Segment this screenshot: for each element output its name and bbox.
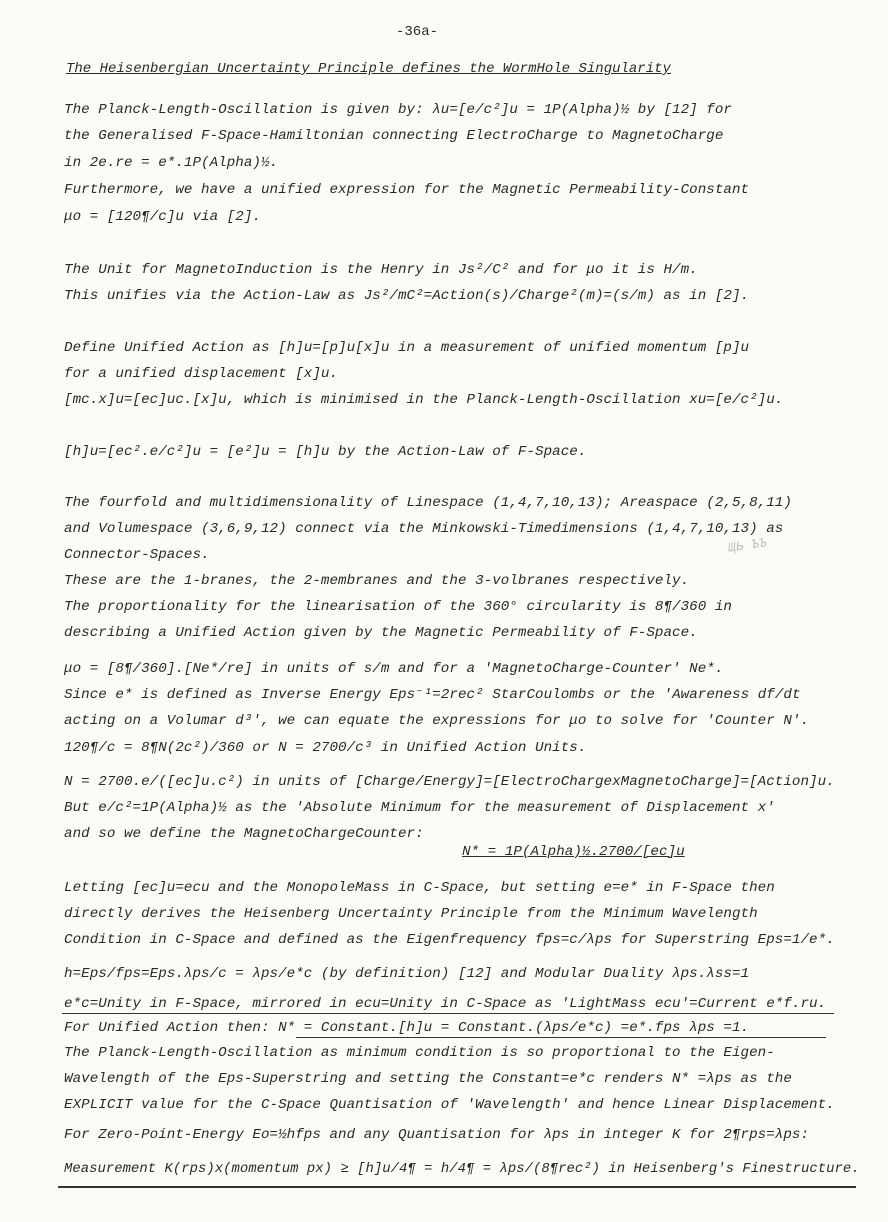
text-line: Define Unified Action as [h]u=[p]u[x]u in a measurement of unified momentum [p]u bbox=[64, 340, 750, 356]
underline-rule bbox=[296, 1037, 826, 1038]
bottom-rule bbox=[58, 1186, 856, 1188]
faint-handwritten-mark: ЩЬ ЪЪ bbox=[727, 535, 768, 556]
text-line: Measurement K(rps)x(momentum px) ≥ [h]u/4¶ = h/4¶ = λps/(8¶rec²) in Heisenberg's Finestructure. bbox=[64, 1161, 860, 1177]
text-line: But e/c²=1P(Alpha)½ as the 'Absolute Minimum for the measurement of Displacement x' bbox=[64, 800, 775, 816]
text-line: Condition in C-Space and defined as the Eigenfrequency fps=c/λps for Superstring Eps=1/e*. bbox=[64, 932, 835, 948]
text-line: in 2e.re = e*.1P(Alpha)½. bbox=[64, 155, 279, 171]
page-number: -36a- bbox=[396, 24, 439, 40]
text-line: EXPLICIT value for the C-Space Quantisation of 'Wavelength' and hence Linear Displacement. bbox=[64, 1097, 835, 1113]
text-line: The fourfold and multidimensionality of Linespace (1,4,7,10,13); Areaspace (2,5,8,11) bbox=[64, 495, 792, 511]
text-line: and Volumespace (3,6,9,12) connect via the Minkowski-Timedimensions (1,4,7,10,13) as bbox=[64, 521, 784, 537]
text-line: These are the 1-branes, the 2-membranes and the 3-volbranes respectively. bbox=[64, 573, 690, 589]
text-line: For Zero-Point-Energy Eo=½hfps and any Quantisation for λps in integer K for 2¶rps=λps: bbox=[64, 1127, 810, 1143]
text-line: Connector-Spaces. bbox=[64, 547, 210, 563]
text-line: describing a Unified Action given by the Magnetic Permeability of F-Space. bbox=[64, 625, 698, 641]
text-line: directly derives the Heisenberg Uncertainty Principle from the Minimum Wavelength bbox=[64, 906, 758, 922]
text-line: Letting [ec]u=ecu and the MonopoleMass in C-Space, but setting e=e* in F-Space then bbox=[64, 880, 775, 896]
text-line: the Generalised F-Space-Hamiltonian connecting ElectroCharge to MagnetoCharge bbox=[64, 128, 724, 144]
text-line: The Planck-Length-Oscillation as minimum condition is so proportional to the Eigen- bbox=[64, 1045, 775, 1061]
text-line: Furthermore, we have a unified expression for the Magnetic Permeability-Constant bbox=[64, 182, 750, 198]
text-line: N = 2700.e/([ec]u.c²) in units of [Charge/Energy]=[ElectroChargexMagnetoCharge]=[Action]u. bbox=[64, 774, 835, 790]
text-line: The Unit for MagnetoInduction is the Henry in Js²/C² and for μo it is H/m. bbox=[64, 262, 698, 278]
text-line: The Planck-Length-Oscillation is given by: λu=[e/c²]u = 1P(Alpha)½ by [12] for bbox=[64, 102, 732, 118]
underline-rule bbox=[62, 1013, 834, 1014]
text-line: μo = [8¶/360].[Ne*/re] in units of s/m and for a 'MagnetoCharge-Counter' Ne*. bbox=[64, 661, 724, 677]
page-title: The Heisenbergian Uncertainty Principle defines the WormHole Singularity bbox=[66, 61, 671, 77]
text-line: N* = 1P(Alpha)½.2700/[ec]u bbox=[462, 844, 685, 860]
text-line: For Unified Action then: N* = Constant.[h]u = Constant.(λps/e*c) =e*.fps λps =1. bbox=[64, 1020, 750, 1036]
text-line: This unifies via the Action-Law as Js²/mC²=Action(s)/Charge²(m)=(s/m) as in [2]. bbox=[64, 288, 750, 304]
text-line: The proportionality for the linearisation of the 360° circularity is 8¶/360 in bbox=[64, 599, 732, 615]
text-line: e*c=Unity in F-Space, mirrored in ecu=Unity in C-Space as 'LightMass ecu'=Current e*f.ru. bbox=[64, 996, 827, 1012]
text-line: and so we define the MagnetoChargeCounter: bbox=[64, 826, 424, 842]
text-line: h=Eps/fps=Eps.λps/c = λps/e*c (by definition) [12] and Modular Duality λps.λss=1 bbox=[64, 966, 750, 982]
text-line: [h]u=[ec².e/c²]u = [e²]u = [h]u by the Action-Law of F-Space. bbox=[64, 444, 587, 460]
text-line: Since e* is defined as Inverse Energy Eps⁻¹=2rec² StarCoulombs or the 'Awareness df/dt bbox=[64, 687, 801, 703]
text-line: for a unified displacement [x]u. bbox=[64, 366, 339, 382]
text-line: μo = [120¶/c]u via [2]. bbox=[64, 209, 261, 225]
text-line: 120¶/c = 8¶N(2c²)/360 or N = 2700/c³ in Unified Action Units. bbox=[64, 740, 587, 756]
text-line: [mc.x]u=[ec]uc.[x]u, which is minimised in the Planck-Length-Oscillation xu=[e/c²]u. bbox=[64, 392, 784, 408]
text-line: Wavelength of the Eps-Superstring and setting the Constant=e*c renders N* =λps as the bbox=[64, 1071, 792, 1087]
text-line: acting on a Volumar d³', we can equate the expressions for μo to solve for 'Counter N'. bbox=[64, 713, 810, 729]
